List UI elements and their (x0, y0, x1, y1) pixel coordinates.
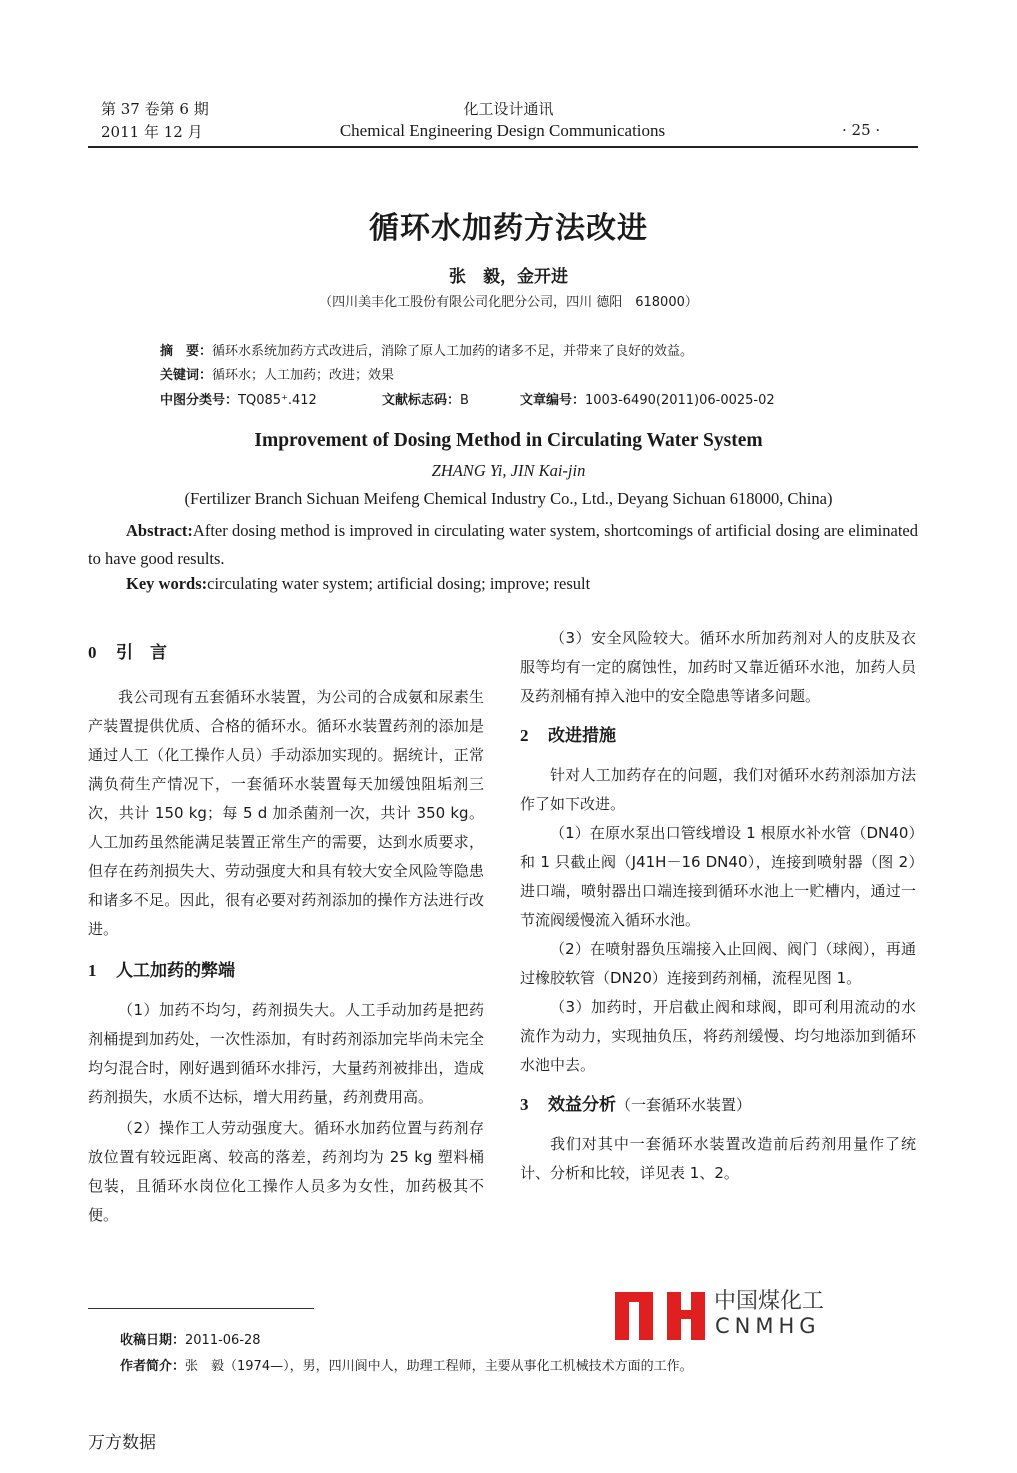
classification-line (160, 389, 317, 408)
article-number (520, 389, 775, 408)
page-number: · 25 · (842, 121, 881, 139)
section-0-paragraph: 我公司现有五套循环水装置，为公司的合成氨和尿素生产装置提供优质、合格的循环水。循环水装置药剂的添加是通过人工（化工操作人员）手动添加实现的。据统计，正常满负荷生产情况下，一套循环水装置每天加缓蚀阻垢剂三次，共计 150 kg；每 5 d 加杀菌剂一次，共计 350 kg。人工加药虽然能满足装置正常生产的需要，达到水质要求，但存在药剂损失大、劳动强度大和具有较大安全风险等隐患和诸多不足。因此，很有必要对药剂添加的操作方法进行改进。 (88, 688, 484, 938)
article-no-label: 文章编号： (520, 393, 586, 408)
doc-code-value: B (460, 393, 469, 408)
watermark-cn: 中国煤化工 (714, 1289, 825, 1314)
issue-date: 2011 年 12 月 (101, 123, 203, 141)
section-1-paragraph-1: （1）加药不均匀，药剂损失大。人工手动加药是把药剂桶提到加药处，一次性添加，有时药剂添加完毕尚未完全均匀混合时，刚好遇到循环水排污，大量药剂被排出，造成药剂损失，水质不达标，增大用药量，药剂费用高。 (88, 1001, 484, 1106)
abstract-en (88, 517, 918, 573)
section-2-heading: 2 改进措施 (520, 726, 616, 746)
journal-name-en: Chemical Engineering Design Communications (339, 121, 666, 140)
abstract-cn-label: 摘 要： (160, 344, 213, 359)
keywords-cn-text: 循环水；人工加药；改进；效果 (212, 368, 395, 383)
article-no-value: 1003-6490(2011)06-0025-02 (585, 393, 775, 408)
doc-code (382, 389, 469, 408)
left-column (88, 638, 484, 1230)
journal-name-cn: 化工设计通讯 (463, 100, 554, 118)
author-bio (120, 1355, 693, 1374)
bio-text: 张 毅（1974—），男，四川阆中人，助理工程师，主要从事化工机械技术方面的工作。 (185, 1359, 693, 1374)
abstract-en-label: Abstract: (126, 521, 193, 540)
affiliation-en: (Fertilizer Branch Sichuan Meifeng Chemical Industry Co., Ltd., Deyang Sichuan 618000, China) (184, 489, 833, 508)
title-cn: 循环水加药方法改进 (369, 211, 648, 246)
right-column (520, 624, 916, 1188)
cnmhg-watermark-logo (615, 1289, 825, 1342)
section-2-paragraph-4: （3）加药时，开启截止阀和球阀，即可利用流动的水流作为动力，实现抽负压，将药剂缓慢、均匀地添加到循环水池中去。 (520, 998, 916, 1074)
abstract-cn-text: 循环水系统加药方式改进后，消除了原人工加药的诸多不足，并带来了良好的效益。 (212, 344, 694, 359)
received-label: 收稿日期： (120, 1333, 186, 1348)
received-value: 2011-06-28 (185, 1333, 261, 1348)
section-2-paragraph-1: 针对人工加药存在的问题，我们对循环水药剂添加方法作了如下改进。 (520, 766, 916, 813)
section-1-paragraph-2: （2）操作工人劳动强度大。循环水加药位置与药剂存放位置有较远距离、较高的落差，药剂均为 25 kg 塑料桶包装，且循环水岗位化工操作人员多为女性，加药极其不便。 (88, 1119, 484, 1224)
affiliation-cn: （四川美丰化工股份有限公司化肥分公司，四川 德阳 618000） (319, 295, 698, 310)
authors-en: ZHANG Yi, JIN Kai-jin (431, 461, 586, 480)
authors-cn: 张 毅，金开进 (449, 267, 568, 287)
keywords-en-text: circulating water system; artificial dosing; improve; result (207, 574, 591, 593)
wanfang-data-mark: 万方数据 (88, 1433, 156, 1453)
title-en: Improvement of Dosing Method in Circulating Water System (254, 430, 763, 451)
header-rule (88, 146, 918, 148)
section-1-paragraph-3: （3）安全风险较大。循环水所加药剂对人的皮肤及衣服等均有一定的腐蚀性，加药时又靠近循环水池，加药人员及药剂桶有掉入池中的安全隐患等诸多问题。 (520, 629, 916, 705)
section-3-heading: 3 效益分析（一套循环水装置） (520, 1095, 752, 1115)
received-date (120, 1329, 261, 1348)
section-2-paragraph-3: （2）在喷射器负压端接入止回阀、阀门（球阀），再通过橡胶软管（DN20）连接到药剂桶，流程见图 1。 (520, 940, 916, 987)
clc-label: 中图分类号： (160, 393, 239, 408)
abstract-en-text: After dosing method is improved in circulating water system, shortcomings of artificial dosing are eliminated to have good results. (88, 521, 918, 568)
volume-issue: 第 37 卷第 6 期 (101, 100, 209, 118)
keywords-en-label: Key words: (126, 574, 208, 593)
clc-value: TQ085⁺.412 (238, 393, 317, 408)
bio-label: 作者简介： (120, 1359, 186, 1374)
section-0-heading: 0 引 言 (88, 643, 167, 663)
watermark-en: CNMHG (715, 1314, 821, 1338)
keywords-en (126, 574, 590, 594)
footnote-rule (88, 1308, 314, 1309)
section-3-paragraph: 我们对其中一套循环水装置改造前后药剂用量作了统计、分析和比较，详见表 1、2。 (520, 1135, 916, 1182)
keywords-cn-label: 关键词： (160, 368, 213, 383)
keywords-cn (160, 364, 394, 383)
section-1-heading: 1 人工加药的弊端 (88, 961, 235, 981)
doc-code-label: 文献标志码： (382, 393, 461, 408)
section-2-paragraph-2: （1）在原水泵出口管线增设 1 根原水补水管（DN40）和 1 只截止阀（J41H－16 DN40），连接到喷射器（图 2）进口端，喷射器出口端连接到循环水池上一贮槽内，通过一节流阀缓慢流入循环水池。 (520, 824, 916, 929)
abstract-cn (160, 340, 693, 359)
